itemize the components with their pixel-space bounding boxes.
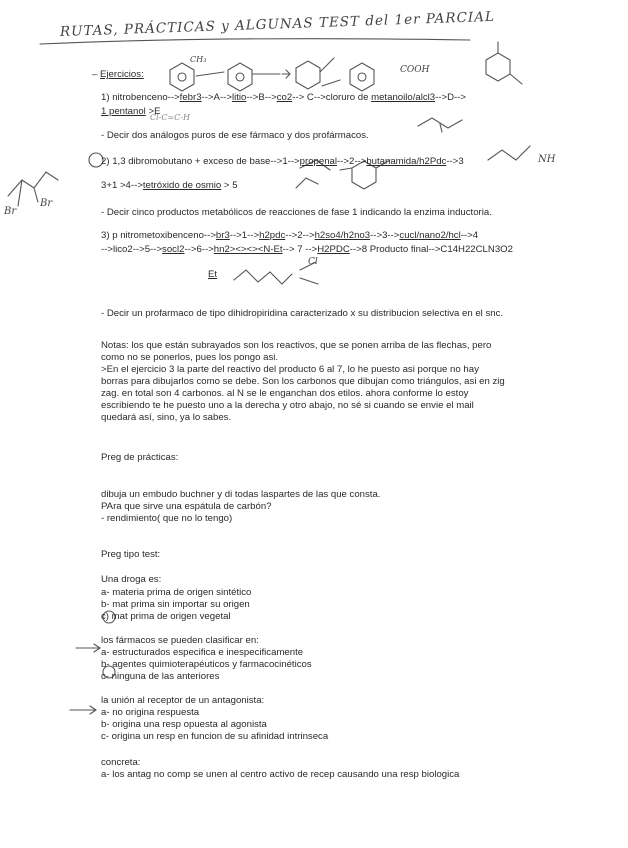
annotation-cl: Cl (308, 257, 318, 267)
notes-line: borras para dibujarlos como se debe. Son los carbonos que dibujan como triángulos, asi en zig (101, 376, 505, 387)
zigzag-left (8, 172, 58, 196)
ejercicios-heading: – Ejercicios: (92, 69, 144, 80)
et-zigzag (234, 270, 292, 284)
exercise-3-et: Et (208, 269, 218, 280)
test-option: a- materia prima de origen sintético (101, 587, 252, 598)
notes-line: como no se ponerlos, pues los pongo asi. (101, 352, 279, 363)
test-question-4-stem: concreta: (101, 757, 141, 768)
benzene-ring-2 (228, 63, 252, 91)
test-option: a- los antag no comp se unen al centro activo de recep causando una resp biologica (101, 769, 460, 780)
exercise-2-line-1: 2) 1,3 dibromobutano + exceso de base-->1-->propenal-->2-->butanamida/h2Pdc-->3 (101, 156, 464, 167)
notes-line: escribiendo te he puesto uno a la derecha y otro abajo, no sé si cuando se envie el mail (101, 400, 474, 411)
test-option: b- agentes quimioterapéuticos y farmacocinéticos (101, 659, 312, 670)
practicas-line: PAra que sirve una espátula de carbón? (101, 501, 272, 512)
test-option: a- estructurados especifica e inespecificamente (101, 647, 304, 658)
handwritten-title: RUTAS, PRÁCTICAS y ALGUNAS TEST del 1er PARCIAL (59, 8, 496, 40)
annotation-cl-c-cooh: Cl-C=C-H (150, 113, 191, 122)
title-underline (40, 39, 470, 44)
benzene-ring-5 (486, 53, 510, 81)
question-1: - Decir dos análogos puros de ese fármaco y dos profármacos. (101, 130, 369, 141)
question-3: - Decir un profarmaco de tipo dihidropiridina caracterizado x su distribucion selectiva en el snc. (101, 308, 504, 319)
test-option: c) mat prima de origen vegetal (101, 611, 231, 622)
exercise-3-line-2: -->lico2-->5-->socl2-->6-->hn2><><><N-Et--> 7 -->H2PDC-->8 Producto final-->C14H22CLN3O2 (101, 244, 513, 255)
test-option: b- mat prima sin importar su origen (101, 599, 250, 610)
notes-line: quedará así, sino, ya lo sabes. (101, 412, 232, 423)
exercise-1-line-2: 1 pentanol >E (101, 106, 161, 117)
test-option: b- origina una resp opuesta al agonista (101, 719, 267, 730)
practicas-line: - rendimiento( que no lo tengo) (101, 513, 233, 524)
annotation-cooh: COOH (400, 65, 430, 75)
annotation-nh: NH (538, 154, 556, 165)
margin-arrow-1 (76, 644, 100, 652)
test-option: a- no origina respuesta (101, 707, 200, 718)
test-question-2-stem: los fármacos se pueden clasificar en: (101, 635, 259, 646)
test-question-3-stem: la unión al receptor de un antagonista: (101, 695, 265, 706)
exercise-2-line-2: 3+1 >4-->tetróxido de osmio > 5 (101, 180, 238, 191)
test-option: c- ninguna de las anteriores (101, 671, 220, 682)
exercise-3-line-1: 3) p nitrometoxibenceno-->br3-->1-->h2pdc-->2-->h2so4/h2no3-->3-->cucl/nano2/hcl-->4 (101, 230, 479, 241)
annotation-ch3: CH₃ (190, 55, 207, 64)
notes-line: Notas: los que están subrayados son los reactivos, que se ponen arriba de las flechas, pero (101, 340, 492, 351)
practicas-heading: Preg de prácticas: (101, 452, 179, 463)
benzene-ring-4 (350, 63, 374, 91)
test-option: c- origina un resp en funcion de su afinidad intrinseca (101, 731, 329, 742)
test-heading: Preg tipo test: (101, 549, 161, 560)
notes-line: zag. en total son 4 carbonos. al N se le enganchan dos etilos. ahora conforme lo estoy (101, 388, 469, 399)
exercise-1-line-1: 1) nitrobenceno-->febr3-->A-->litio-->B-->co2--> C-->cloruro de metanoilo/alcl3-->D--> (101, 92, 467, 103)
margin-arrow-2 (70, 706, 96, 714)
annotation-br-left: Br (4, 206, 17, 217)
annotation-br-right: Br (40, 198, 53, 209)
question-2: - Decir cinco productos metabólicos de reacciones de fase 1 indicando la enzima inductoria. (101, 207, 492, 218)
notes-line: >En el ejercicio 3 la parte del reactivo del producto 6 al 7, lo he puesto asi porque no hay (101, 364, 479, 375)
benzene-ring-3 (296, 61, 320, 89)
benzene-ring-1 (170, 63, 194, 91)
practicas-line: dibuja un embudo buchner y di todas laspartes de las que consta. (101, 489, 381, 500)
test-question-1-stem: Una droga es: (101, 574, 162, 585)
zigzag-right (488, 146, 530, 160)
